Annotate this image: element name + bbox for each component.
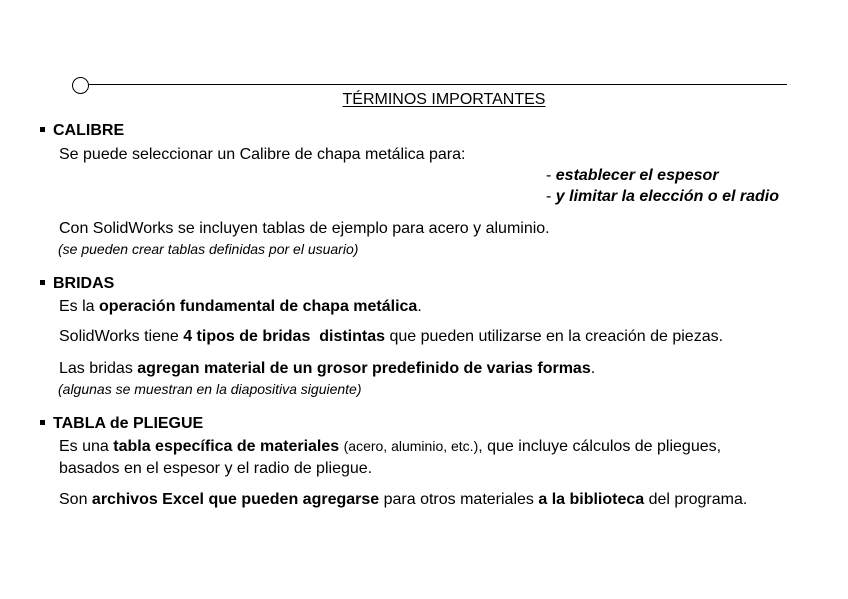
square-bullet-icon [40, 127, 45, 132]
calibre-bullet-2-text: y limitar la elección o el radio [555, 188, 779, 205]
calibre-tables-text: Con SolidWorks se incluyen tablas de ejemplo para acero y aluminio. [59, 220, 550, 237]
page-title: TÉRMINOS IMPORTANTES [342, 91, 546, 108]
calibre-intro: Se puede seleccionar un Calibre de chapa metálica para: [59, 146, 466, 163]
bridas-paragraph-1: Es la operación fundamental de chapa metálica. [59, 298, 422, 315]
calibre-bullet-1-text: establecer el espesor [555, 167, 719, 184]
calibre-note: (se pueden crear tablas definidas por el usuario) [58, 241, 359, 257]
section-heading-tabla-pliegue [40, 415, 203, 433]
section-heading-bridas [40, 275, 114, 293]
tabla-heading-text: TABLA de PLIEGUE [53, 415, 204, 432]
calibre-heading-text: CALIBRE [53, 122, 125, 139]
tabla-paragraph-1: Es una tabla específica de materiales (acero, aluminio, etc.), que incluye cálculos de pliegues, [59, 438, 722, 455]
bridas-paragraph-2: SolidWorks tiene 4 tipos de bridas distintas que pueden utilizarse en la creación de piezas. [59, 328, 724, 345]
title-rule-line [89, 84, 787, 85]
tabla-paragraph-2: Son archivos Excel que pueden agregarse para otros materiales a la biblioteca del programa. [59, 491, 748, 508]
calibre-bullet-2: - y limitar la elección o el radio [546, 188, 779, 205]
square-bullet-icon [40, 280, 45, 285]
calibre-bullet-1: - establecer el espesor [546, 167, 719, 184]
square-bullet-icon [40, 420, 45, 425]
tabla-paragraph-1-line-2: basados en el espesor y el radio de pliegue. [59, 460, 373, 477]
bridas-paragraph-3: Las bridas agregan material de un grosor predefinido de varias formas. [59, 360, 596, 377]
bridas-note: (algunas se muestran en la diapositiva siguiente) [58, 381, 362, 397]
section-heading-calibre [40, 122, 124, 140]
bridas-heading-text: BRIDAS [53, 275, 115, 292]
